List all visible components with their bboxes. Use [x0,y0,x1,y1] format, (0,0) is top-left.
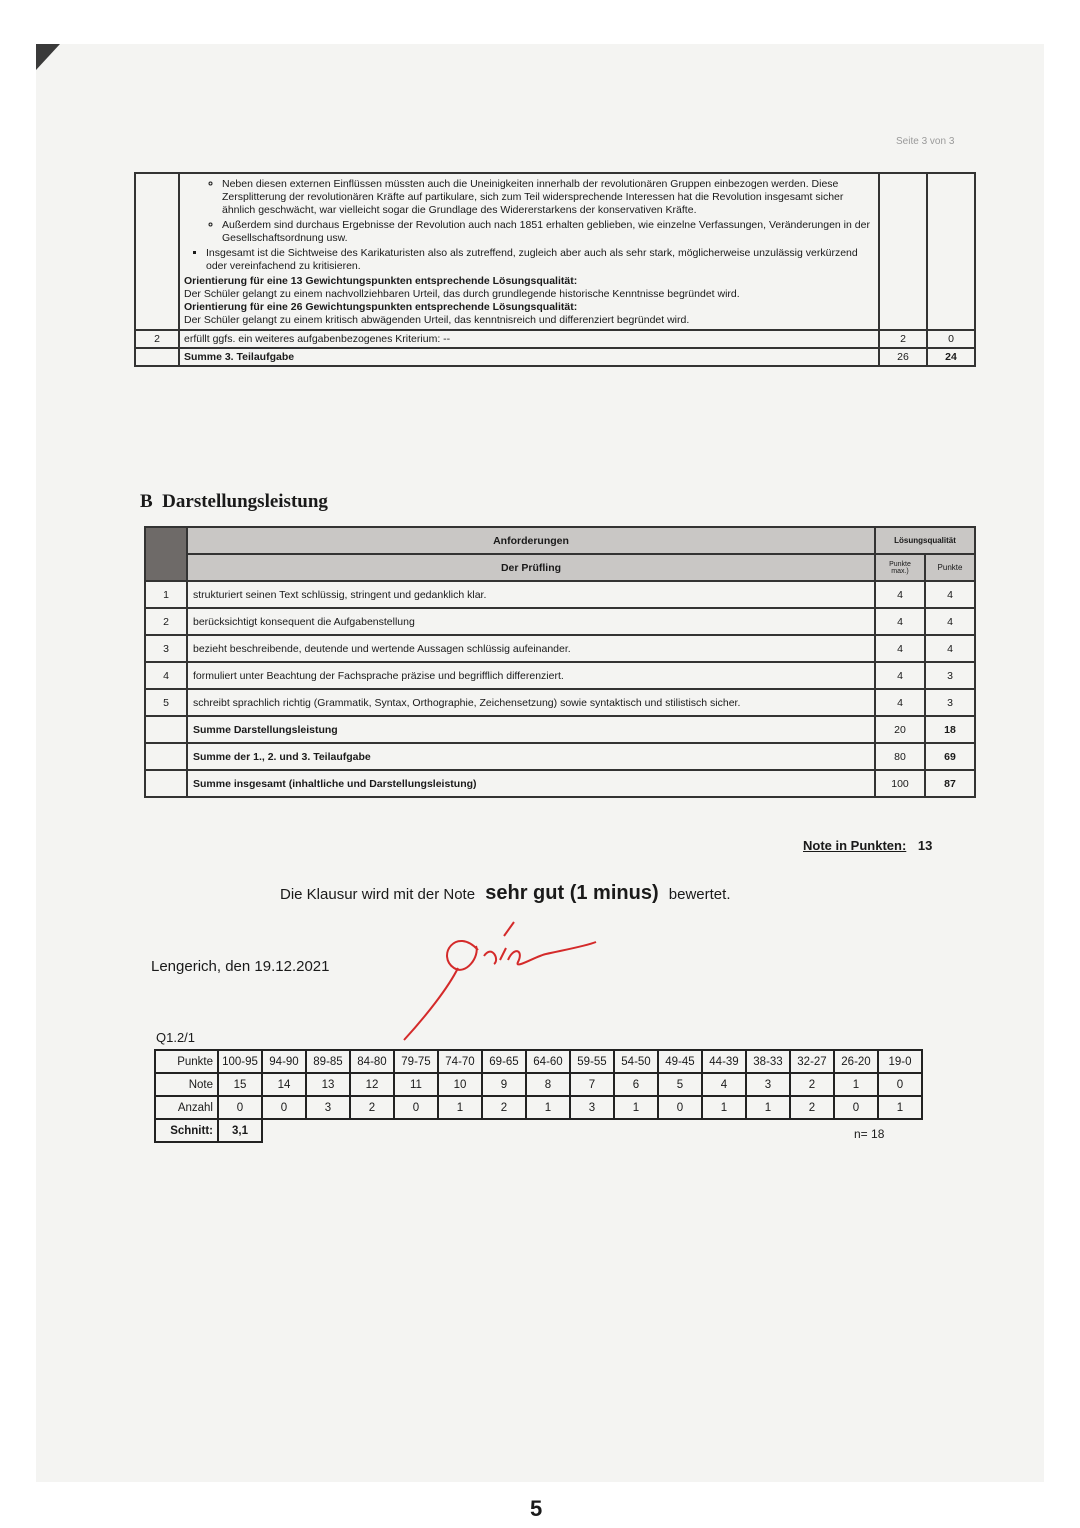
list-item: ▪ Insgesamt ist die Sichtweise des Karikaturisten also als zutreffend, zugleich aber auch als sehr stark, möglicherweise unzulässig verkürzend oder vereinfachend zu kritisieren. [206,247,874,273]
table-row: Schnitt: 3,1 [155,1119,922,1142]
list-item: ◦ Neben diesen externen Einflüssen müssten auch die Uneinigkeiten innerhalb der revolutionären Gruppen einbezogen werden. Diese Zersplitterung der revolutionären Kräfte auf partikulare, sich zum Teil widersprechende Interessen hat die Revolution insgesamt sicher ähnlich geschwächt, war vielleicht sogar die Grundlage des Widererstarkens der konservativen Kräfte. [222,178,874,217]
course-label: Q1.2/1 [156,1030,196,1045]
table-row: Summe insgesamt (inhaltliche und Darstellungsleistung) 100 87 [145,770,975,797]
table-row: 2 berücksichtigt konsequent die Aufgabenstellung 4 4 [145,608,975,635]
place-date: Lengerich, den 19.12.2021 [151,958,330,975]
page-header: Seite 3 von 3 [896,136,955,147]
criteria-body [179,173,879,330]
grade-points-label: Note in Punkten: [803,838,907,853]
table-header-row: Der Prüfling Punkte max.) Punkte [145,554,975,581]
criteria-table-3 [134,172,976,367]
table-row: Punkte 100-95 94-90 89-85 84-80 79-75 74-70 69-65 64-60 59-55 54-50 49-45 44-39 38-33 32-27 26-20 19-0 [155,1050,922,1073]
table-row: Summe der 1., 2. und 3. Teilaufgabe 80 69 [145,743,975,770]
table-header-row [145,527,975,554]
table-row: 2 erfüllt ggfs. ein weiteres aufgabenbezogenes Kriterium: -- 2 0 [135,330,975,348]
table-row [135,173,975,330]
table-row: Summe Darstellungsleistung 20 18 [145,716,975,743]
header-quality: Lösungsqualität [875,527,975,554]
orientation-13-text: Der Schüler gelangt zu einem nachvollziehbaren Urteil, das durch grundlegende historische Kenntnisse begründet wird. [184,288,740,300]
table-row: Anzahl 0 0 3 2 0 1 2 1 3 1 0 1 1 2 0 1 [155,1096,922,1119]
presentation-table [144,526,976,798]
table-row: 4 formuliert unter Beachtung der Fachsprache präzise und begrifflich differenziert. 4 3 [145,662,975,689]
grade-distribution-table [154,1049,923,1143]
orientation-13-title: Orientierung für eine 13 Gewichtungspunkten entsprechende Lösungsqualität: [184,275,578,287]
verdict-prefix: Die Klausur wird mit der Note [280,886,476,903]
average-value: 3,1 [218,1119,262,1142]
signature [396,916,606,1046]
table-row: 1 strukturiert seinen Text schlüssig, stringent und gedanklich klar. 4 4 [145,581,975,608]
section-title: B Darstellungsleistung [140,491,328,512]
count-total: n= 18 [854,1127,885,1141]
orientation-26-title: Orientierung für eine 26 Gewichtungspunkten entsprechende Lösungsqualität: [184,301,578,313]
grade-points [803,838,932,853]
grade-points-value: 13 [917,838,933,853]
orientation-26-text: Der Schüler gelangt zu einem kritisch abwägenden Urteil, das kenntnisreich und differenziert begründet wird. [184,314,690,326]
table-row: Note 15 14 13 12 11 10 9 8 7 6 5 4 3 2 1 0 [155,1073,922,1096]
table-row: 5 schreibt sprachlich richtig (Grammatik, Syntax, Orthographie, Zeichensetzung) sowie syntaktisch und stilistisch sicher. 4 3 [145,689,975,716]
verdict-suffix: bewertet. [668,886,731,903]
header-examinee: Der Prüfling [187,554,875,581]
list-item: ◦ Außerdem sind durchaus Ergebnisse der Revolution auch nach 1851 erhalten geblieben, wie einzelne Verfassungen, Veränderungen in der Gesellschaftsordnung usw. [222,219,874,245]
table-row: 3 bezieht beschreibende, deutende und wertende Aussagen schlüssig aufeinander. 4 4 [145,635,975,662]
verdict-line [280,882,730,905]
table-row: Summe 3. Teilaufgabe 26 24 [135,348,975,366]
page-number: 5 [530,1496,543,1521]
verdict-grade: sehr gut (1 minus) [485,882,659,904]
header-requirements: Anforderungen [187,527,875,554]
